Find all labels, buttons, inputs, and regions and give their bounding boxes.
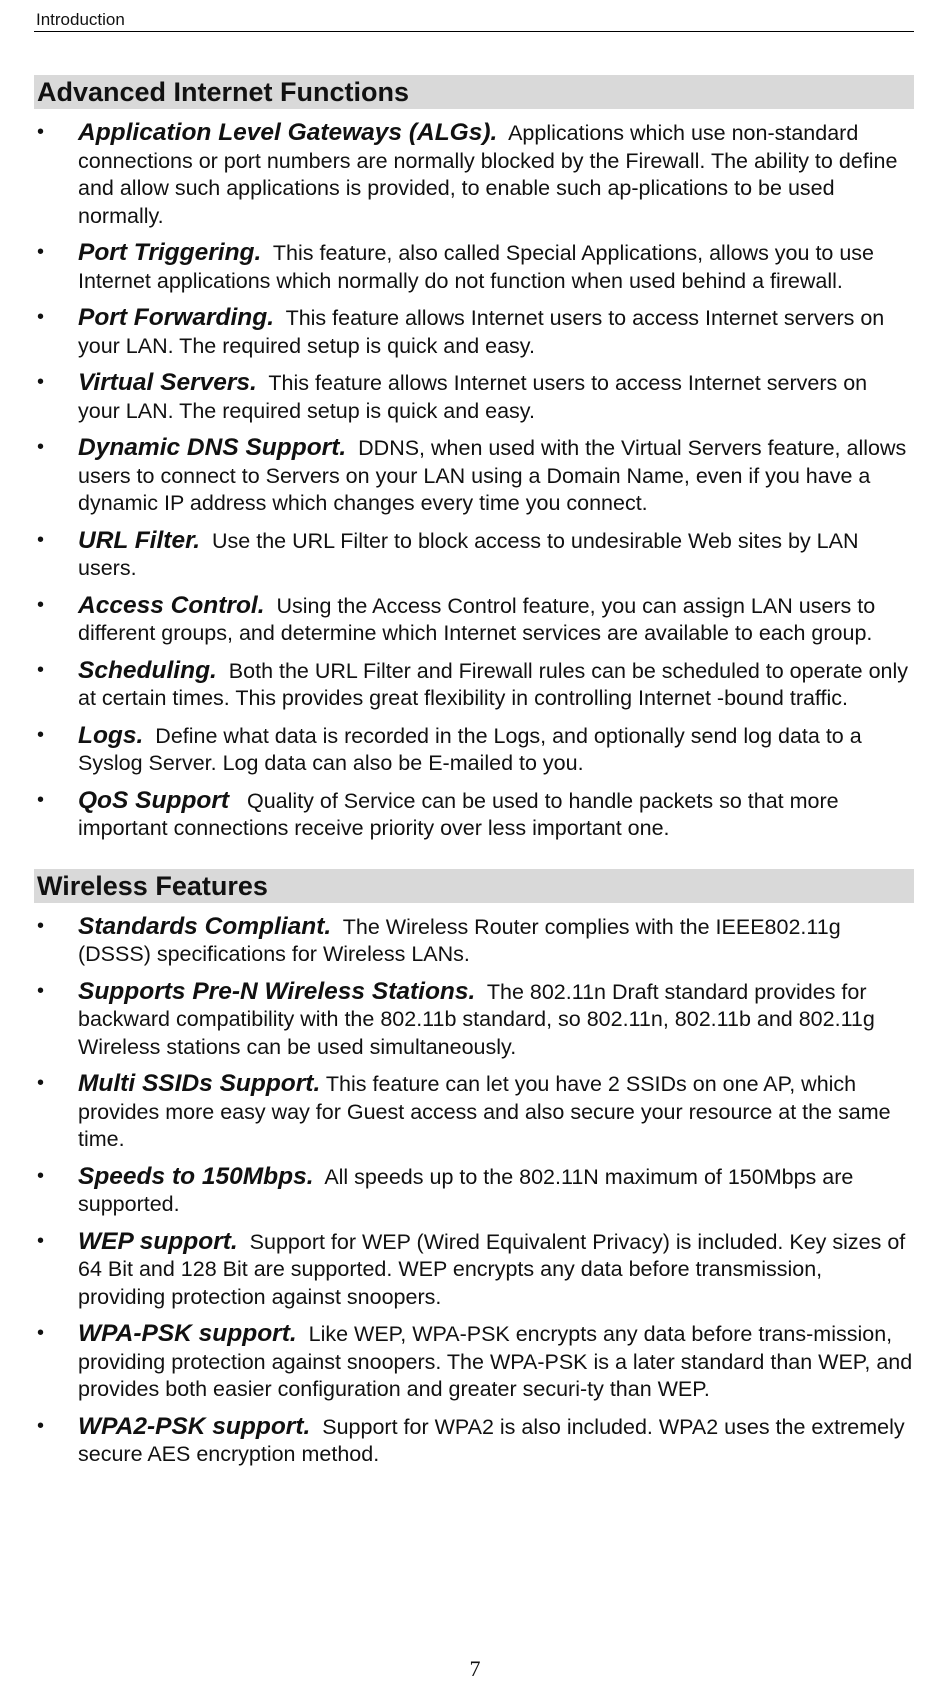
bullet-icon: • [37,121,45,143]
feature-term: Application Level Gateways (ALGs). [78,119,498,146]
bullet-icon: • [37,1322,45,1344]
feature-description: The Wireless Router complies with the IEEE802.11g (DSSS) specifications for Wireless LANs. [78,914,841,966]
feature-term: Dynamic DNS Support. [78,434,347,461]
bullet-icon: • [37,1414,45,1437]
list-item [34,239,914,295]
bullet-icon: • [37,241,45,263]
feature-term: Access Control. [78,591,265,619]
list-item [34,527,914,583]
feature-term: Scheduling. [78,656,217,684]
running-header: Introduction [34,0,914,32]
section-heading-advanced-internet-functions: Advanced Internet Functions [34,75,914,109]
feature-description: Quality of Service can be used to handle packets so that more important connections receive priority over less important one. [78,788,839,840]
bullet-icon: • [37,914,45,937]
section-heading-wireless-features: Wireless Features [34,869,914,903]
feature-term: Standards Compliant. [78,912,332,940]
list-item [34,304,914,360]
list-item [34,722,914,778]
feature-term: WEP support. [78,1227,238,1255]
bullet-icon: • [37,723,45,746]
feature-term: WPA2-PSK support. [78,1412,311,1440]
feature-term: Port Forwarding. [78,304,274,331]
bullet-icon: • [37,1164,45,1187]
list-item [34,592,914,648]
feature-term: QoS Support [78,786,230,814]
bullet-icon: • [37,979,45,1002]
list-item [34,1070,914,1154]
feature-term: Virtual Servers. [78,369,257,396]
list-item [34,657,914,713]
bullet-icon: • [37,788,45,811]
feature-term: Multi SSIDs Support. [78,1070,321,1097]
feature-description: This feature allows Internet users to access Internet servers on your LAN. The required setup is quick and easy. [78,306,885,358]
feature-description: Use the URL Filter to block access to undesirable Web sites by LAN users. [78,528,859,580]
feature-description: DDNS, when used with the Virtual Servers feature, allows users to connect to Servers on your LAN using a Domain Name, even if you have a dynamic IP address which changes every time you connect. [78,436,907,515]
feature-description: This feature allows Internet users to access Internet servers on your LAN. The required setup is quick and easy. [78,371,868,423]
feature-description: Support for WPA2 is also included. WPA2 uses the extremely secure AES encryption method. [78,1414,905,1466]
feature-description: The 802.11n Draft standard provides for backward compatibility with the 802.11b standard, so 802.11n, 802.11b and 802.11g Wireless stations can be used simultaneously. [78,979,875,1059]
feature-description: Both the URL Filter and Firewall rules can be scheduled to operate only at certain times. This provides great flexibility in controlling Internet -bound traffic. [78,658,909,710]
feature-term: Logs. [78,721,144,749]
list-item [34,913,914,969]
page-number: 7 [469,1656,481,1681]
list-item [34,1320,914,1404]
feature-term: WPA-PSK support. [78,1320,297,1347]
advanced-internet-functions-list [34,119,914,843]
feature-description: Support for WEP (Wired Equivalent Privacy) is included. Key sizes of 64 Bit and 128 Bit are supported. WEP encrypts any data before transmission, providing protection against snoopers. [78,1229,906,1309]
feature-description: All speeds up to the 802.11N maximum of 150Mbps are supported. [78,1164,854,1216]
document-page [34,0,914,1478]
bullet-icon: • [37,528,45,551]
feature-term: Supports Pre-N Wireless Stations. [78,977,476,1005]
wireless-features-list [34,913,914,1469]
feature-description: Using the Access Control feature, you can assign LAN users to different groups, and determine which Internet services are available to each group. [78,593,876,645]
list-item [34,1413,914,1469]
list-item [34,1228,914,1312]
bullet-icon: • [37,1229,45,1252]
feature-term: Speeds to 150Mbps. [78,1162,314,1190]
feature-description: This feature can let you have 2 SSIDs on one AP, which provides more easy way for Guest access and also secure your resource at the same time. [78,1072,891,1151]
bullet-icon: • [37,593,45,616]
feature-description: This feature, also called Special Applications, allows you to use Internet applications which normally do not function when used behind a firewall. [78,241,875,293]
feature-term: URL Filter. [78,526,201,554]
bullet-icon: • [37,436,45,458]
list-item [34,119,914,230]
list-item [34,978,914,1062]
feature-term: Port Triggering. [78,239,262,266]
bullet-icon: • [37,306,45,328]
bullet-icon: • [37,658,45,681]
feature-description: Like WEP, WPA-PSK encrypts any data before trans-mission, providing protection against snoopers. The WPA-PSK is a later standard than WEP, and provides both easier configuration and greater securi-ty than WEP. [78,1322,913,1401]
list-item [34,369,914,425]
bullet-icon: • [37,371,45,393]
list-item [34,1163,914,1219]
bullet-icon: • [37,1072,45,1094]
list-item [34,787,914,843]
list-item [34,434,914,518]
feature-description: Define what data is recorded in the Logs, and optionally send log data to a Syslog Server. Log data can also be E-mailed to you. [78,723,862,775]
feature-description: Applications which use non-standard connections or port numbers are normally blocked by the Firewall. The ability to define and allow such applications is provided, to enable such ap-plications to be used normally. [78,121,898,228]
